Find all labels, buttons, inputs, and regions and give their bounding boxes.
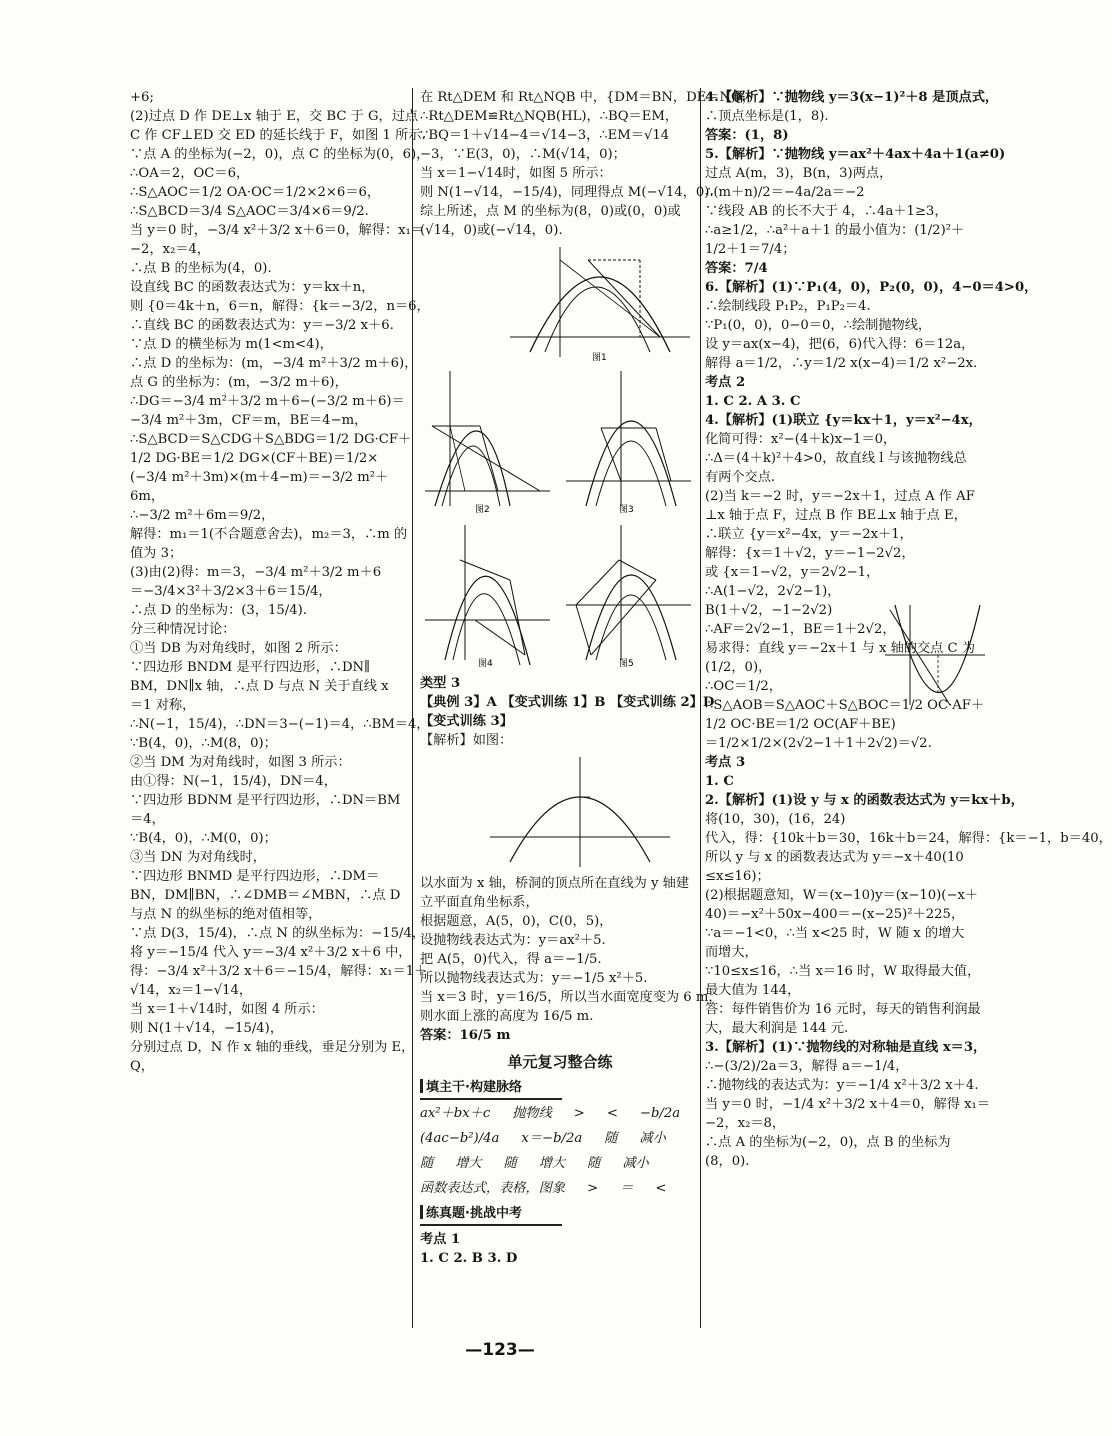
right-text-line: (1/2，0)， bbox=[705, 660, 772, 675]
fill-item: > bbox=[587, 1181, 599, 1196]
kaodian-1-answers: 1. C 2. B 3. D bbox=[420, 1251, 518, 1266]
fill-item: x＝−b/2a bbox=[521, 1131, 583, 1146]
left-text-line: ∵B(4，0)，∴M(0，0)； bbox=[130, 831, 277, 846]
middle-text-line: 当 x＝1−√14时，如图 5 所示： bbox=[420, 166, 612, 181]
right-text-line: 1/2＋1＝7/4； bbox=[705, 242, 796, 257]
left-text-line: 则 {0＝4k＋n，6＝n，解得：{k＝−3/2，n＝6， bbox=[130, 299, 430, 314]
left-text-line: 1/2 DG·BE＝1/2 DG×(CF＋BE)＝1/2× bbox=[130, 451, 379, 466]
right-text-line: ∴(m＋n)/2＝−4a/2a＝−2 bbox=[705, 185, 865, 200]
middle-text-line: 当 x＝3 时，y＝16/5，所以当水面宽度变为 6 m， bbox=[420, 990, 722, 1005]
right-text-line: ⊥x 轴于点 F，过点 B 作 BE⊥x 轴于点 E， bbox=[705, 508, 967, 523]
right-text-line: ∵P₁(0，0)，0−0＝0，∴绘制抛物线， bbox=[705, 318, 932, 333]
right-text-line: 当 y＝0 时，−1/4 x²＋3/2 x＋4＝0，解得 x₁＝ bbox=[705, 1097, 991, 1112]
right-text-line: 1. C bbox=[705, 774, 734, 789]
fill-answers bbox=[420, 1104, 700, 1198]
right-text-line: 答案：(1，8) bbox=[705, 128, 789, 143]
left-text-line: ③当 DN 为对角线时， bbox=[130, 850, 266, 865]
left-text-line: 6m， bbox=[130, 489, 165, 504]
left-text-line: 当 y＝0 时，−3/4 x²＋3/2 x＋6＝0，解得：x₁＝ bbox=[130, 223, 425, 238]
left-text-line: 分三种情况讨论： bbox=[130, 622, 236, 637]
right-text-line: ∴−(3/2)/2a＝3，解得 a＝−1/4， bbox=[705, 1059, 909, 1074]
left-text-line: ∴S△BCD＝3/4 S△AOC＝3/4×6＝9/2. bbox=[130, 204, 369, 219]
right-text-line: 或 {x＝1−√2，y＝2√2−1， bbox=[705, 565, 880, 580]
left-text-line: ＝−3/4×3²＋3/2×3＋6＝15/4， bbox=[130, 584, 332, 599]
left-text-line: ＝1 对称， bbox=[130, 698, 196, 713]
right-text-line: 1/2 OC·BE＝1/2 OC(AF＋BE) bbox=[705, 717, 896, 732]
type-line-2: 【变式训练 3】 bbox=[420, 714, 513, 729]
fig1-caption: 图1 bbox=[592, 353, 607, 363]
figure-4 bbox=[420, 520, 555, 670]
right-text-line: −2，x₂＝8， bbox=[705, 1116, 786, 1131]
right-text-line: (2)根据题意知，W＝(x−10)y＝(x−10)(−x＋ bbox=[705, 888, 979, 903]
middle-text-line: (√14，0)或(−√14，0). bbox=[420, 223, 563, 238]
right-text-line: 4.【解析】∵抛物线 y＝3(x−1)²＋8 是顶点式， bbox=[705, 90, 999, 105]
kaodian-1: 考点 1 bbox=[420, 1232, 461, 1247]
left-text-line: ∵四边形 BNMD 是平行四边形，∴DM＝ bbox=[130, 869, 380, 884]
right-text-line: 4.【解析】(1)联立 {y＝kx＋1，y＝x²−4x， bbox=[705, 413, 982, 428]
left-text-line: +6; bbox=[130, 90, 154, 105]
right-text-line: 大，最大利润是 144 元. bbox=[705, 1021, 849, 1036]
right-text-line: 2.【解析】(1)设 y 与 x 的函数表达式为 y＝kx＋b， bbox=[705, 793, 1024, 808]
middle-text-line: 立平面直角坐标系， bbox=[420, 895, 539, 910]
middle-text-line: 把 A(5，0)代入，得 a＝−1/5. bbox=[420, 952, 602, 967]
left-text-line: ∵B(4，0)，∴M(8，0)； bbox=[130, 736, 277, 751]
middle-text-line: 以水面为 x 轴，桥洞的顶点所在直线为 y 轴建 bbox=[420, 876, 690, 891]
left-text-line: BN，DM∥BN，∴∠DMB＝∠MBN，∴点 D bbox=[130, 888, 401, 903]
left-text-line: 点 G 的坐标为：(m，−3/2 m＋6)， bbox=[130, 375, 348, 390]
left-text-line: 当 x＝1＋√14时，如图 4 所示： bbox=[130, 1002, 324, 1017]
left-text-line: ∵点 A 的坐标为(−2，0)，点 C 的坐标为(0，6)， bbox=[130, 147, 430, 162]
right-text-line: ∵10≤x≤16，∴当 x＝16 时，W 取得最大值， bbox=[705, 964, 981, 979]
right-text-line: 40)＝−x²＋50x−400＝−(x−25)²＋225， bbox=[705, 907, 965, 922]
left-text-line: C 作 CF⊥ED 交 ED 的延长线于 F，如图 1 所示. bbox=[130, 128, 426, 143]
right-text-line: (8，0). bbox=[705, 1154, 750, 1169]
middle-text-line: 则 N(1−√14，−15/4)，同理得点 M(−√14，0). bbox=[420, 185, 714, 200]
column-divider-left bbox=[412, 88, 413, 1328]
fill-item: 减小 bbox=[622, 1156, 649, 1171]
answer-line: 答案：16/5 m bbox=[420, 1028, 511, 1043]
section-bar-2: 练真题·挑战中考 bbox=[420, 1202, 562, 1226]
right-text-line: ∴S△AOB＝S△AOC＋S△BOC＝1/2 OC·AF＋ bbox=[705, 698, 985, 713]
figure-2 bbox=[420, 366, 555, 516]
middle-text-line: −3，∵E(3，0)，∴M(√14，0)； bbox=[420, 147, 626, 162]
right-text-line: 有两个交点. bbox=[705, 470, 776, 485]
figure-5 bbox=[561, 520, 696, 670]
left-text-line: ∴−3/2 m²＋6m＝9/2， bbox=[130, 508, 275, 523]
left-text-line: ∵四边形 BDNM 是平行四边形，∴DN＝BM bbox=[130, 793, 401, 808]
left-text-line: 将 y＝−15/4 代入 y＝−3/4 x²＋3/2 x＋6 中， bbox=[130, 945, 412, 960]
right-text-line: 而增大， bbox=[705, 945, 758, 960]
right-text-line: 6.【解析】(1)∵P₁(4，0)，P₂(0，0)，4−0＝4>0， bbox=[705, 280, 1038, 295]
right-text-line: 考点 2 bbox=[705, 375, 746, 390]
right-text-line: ∴A(1−√2，2√2−1)， bbox=[705, 584, 841, 599]
right-text-line: ∴点 A 的坐标为(−2，0)，点 B 的坐标为 bbox=[705, 1135, 951, 1150]
fill-item: < bbox=[655, 1181, 667, 1196]
fill-item: 减小 bbox=[639, 1131, 666, 1146]
left-text-line: 值为 3； bbox=[130, 546, 183, 561]
left-text-line: ∵点 D(3，15/4)，∴点 N 的纵坐标为：−15/4， bbox=[130, 926, 426, 941]
left-text-line: ∴点 D 的坐标为：(3，15/4). bbox=[130, 603, 307, 618]
fig2-caption: 图2 bbox=[475, 505, 490, 515]
left-text-line: 则 N(1＋√14，−15/4)， bbox=[130, 1021, 284, 1036]
right-text-line: 化简可得：x²−(4＋k)x−1＝0， bbox=[705, 432, 897, 447]
left-text-line: (−3/4 m²＋3m)×(m＋4−m)＝−3/2 m²＋ bbox=[130, 470, 389, 485]
right-text-line: 解得 a＝1/2，∴y＝1/2 x(x−4)＝1/2 x²−2x. bbox=[705, 356, 978, 371]
right-text-line: 过点 A(m，3)，B(n，3)两点， bbox=[705, 166, 893, 181]
right-text-line: ∵a＝−1<0，∴当 x<25 时，W 随 x 的增大 bbox=[705, 926, 965, 941]
fill-item: ax²＋bx＋c bbox=[420, 1106, 491, 1121]
right-text-line: B(1＋√2，−1−2√2) bbox=[705, 603, 833, 618]
section-title: 单元复习整合练 bbox=[507, 1053, 613, 1071]
right-text-line: ≤x≤16)； bbox=[705, 869, 770, 884]
bridge-parabola-graph bbox=[480, 752, 680, 872]
left-text-line: ＝4， bbox=[130, 812, 165, 827]
left-text-line: √14，x₂＝1−√14， bbox=[130, 983, 253, 998]
figure-1 bbox=[500, 242, 700, 362]
right-text-line: 答案：7/4 bbox=[705, 261, 768, 276]
left-text-line: 设直线 BC 的函数表达式为：y＝kx＋n， bbox=[130, 280, 375, 295]
right-text-line: ∵线段 AB 的长不大于 4，∴4a＋1≥3， bbox=[705, 204, 948, 219]
fill-item: 随 bbox=[587, 1156, 601, 1171]
section-bar-1: 填主干·构建脉络 bbox=[420, 1076, 562, 1100]
right-text-line: ∴Δ＝(4＋k)²＋4>0，故直线 l 与该抛物线总 bbox=[705, 451, 967, 466]
fill-item: 随 bbox=[503, 1156, 517, 1171]
left-text-line: ∴S△BCD＝S△CDG＋S△BDG＝1/2 DG·CF＋ bbox=[130, 432, 412, 447]
left-text-line: BM，DN∥x 轴，∴点 D 与点 N 关于直线 x bbox=[130, 679, 389, 694]
fill-item: 增大 bbox=[538, 1156, 566, 1171]
type-line-1: 【典例 3】A 【变式训练 1】B 【变式训练 2】D bbox=[420, 695, 715, 710]
type-heading: 类型 3 bbox=[420, 676, 461, 691]
fill-item: 随 bbox=[604, 1131, 618, 1146]
right-text-line: ∴a≥1/2，∴a²＋a＋1 的最小值为：(1/2)²＋ bbox=[705, 223, 965, 238]
left-text-line: ∴直线 BC 的函数表达式为：y＝−3/2 x＋6. bbox=[130, 318, 394, 333]
fill-item: 增大 bbox=[455, 1156, 482, 1171]
middle-text-line: 综上所述，点 M 的坐标为(8，0)或(0，0)或 bbox=[420, 204, 681, 219]
middle-text-line: 在 Rt△DEM 和 Rt△NQB 中，{DM＝BN，DE＝NQ， bbox=[420, 90, 755, 105]
right-text-line: 易求得：直线 y＝−2x＋1 与 x 轴的交点 C 为 bbox=[705, 641, 976, 656]
page-number: —123— bbox=[465, 1340, 535, 1360]
intersection-graph bbox=[880, 600, 990, 710]
right-text-line: ∴顶点坐标是(1，8). bbox=[705, 109, 829, 124]
fig3-caption: 图3 bbox=[619, 505, 634, 515]
figure-3 bbox=[561, 366, 696, 516]
right-text-line: ∴OC＝1/2， bbox=[705, 679, 782, 694]
left-text-line: (2)过点 D 作 DE⊥x 轴于 E，交 BC 于 G，过点 bbox=[130, 109, 419, 124]
left-text-line: ∴OA＝2，OC＝6， bbox=[130, 166, 250, 181]
left-text-line: 由①得：N(−1，15/4)，DN＝4， bbox=[130, 774, 337, 789]
right-text-line: ∴AF＝2√2−1，BE＝1＋2√2， bbox=[705, 622, 896, 637]
middle-text-line: 所以抛物线表达式为：y＝−1/5 x²＋5. bbox=[420, 971, 648, 986]
left-text-line: −3/4 m²＋3m，CF＝m，BE＝4−m， bbox=[130, 413, 368, 428]
right-text-line: 1. C 2. A 3. C bbox=[705, 394, 801, 409]
fill-item: < bbox=[606, 1106, 618, 1121]
fill-item: ＝ bbox=[620, 1181, 634, 1196]
fill-item: 随 bbox=[420, 1156, 434, 1171]
left-column bbox=[130, 88, 430, 1076]
left-text-line: ∴点 D 的坐标为：(m，−3/4 m²＋3/2 m＋6)， bbox=[130, 356, 418, 371]
right-text-line: 将(10，30)，(16，24) bbox=[705, 812, 846, 827]
fill-item: −b/2a bbox=[639, 1106, 681, 1121]
fill-item: 函数表达式，表格，图象 bbox=[420, 1181, 566, 1196]
fill-item: (4ac−b²)/4a bbox=[420, 1131, 500, 1146]
left-text-line: −2，x₂＝4， bbox=[130, 242, 211, 257]
right-text-line: 答：每件销售价为 16 元时，每天的销售利润最 bbox=[705, 1002, 981, 1017]
left-text-line: ∴DG＝−3/4 m²＋3/2 m＋6−(−3/2 m＋6)＝ bbox=[130, 394, 405, 409]
right-text-line: 代入，得：{10k＋b＝30，16k＋b＝24，解得：{k＝−1，b＝40， bbox=[705, 831, 1112, 846]
fill-item: 抛物线 bbox=[512, 1106, 552, 1121]
left-text-line: ∵点 D 的横坐标为 m(1<m<4)， bbox=[130, 337, 333, 352]
middle-text-line: 根据题意，A(5，0)，C(0，5)， bbox=[420, 914, 613, 929]
right-text-line: ∴联立 {y＝x²−4x，y＝−2x＋1， bbox=[705, 527, 913, 542]
left-text-line: 得：−3/4 x²＋3/2 x＋6＝−15/4，解得：x₁＝1＋ bbox=[130, 964, 428, 979]
fig5-caption: 图5 bbox=[619, 659, 634, 669]
middle-text-line: ∴Rt△DEM≌Rt△NQB(HL)，∴BQ＝EM， bbox=[420, 109, 679, 124]
left-text-line: 分别过点 D，N 作 x 轴的垂线，垂足分别为 E， bbox=[130, 1040, 415, 1055]
left-text-line: Q， bbox=[130, 1059, 154, 1074]
right-text-line: 解得：{x＝1＋√2，y＝−1−2√2， bbox=[705, 546, 915, 561]
right-text-line: 设 y＝ax(x−4)，把(6，6)代入得：6＝12a， bbox=[705, 337, 975, 352]
right-text-line: 考点 3 bbox=[705, 755, 746, 770]
left-text-line: ①当 DB 为对角线时，如图 2 所示： bbox=[130, 641, 347, 656]
right-text-line: ∴抛物线的表达式为：y＝−1/4 x²＋3/2 x＋4. bbox=[705, 1078, 979, 1093]
right-text-line: 3.【解析】(1)∵抛物线的对称轴是直线 x＝3， bbox=[705, 1040, 987, 1055]
analysis-label: 【解析】如图： bbox=[420, 733, 513, 748]
left-text-line: ∵四边形 BNDM 是平行四边形，∴DN∥ bbox=[130, 660, 371, 675]
right-text-line: (2)当 k＝−2 时，y＝−2x＋1，过点 A 作 AF bbox=[705, 489, 975, 504]
left-text-line: 与点 N 的纵坐标的绝对值相等， bbox=[130, 907, 322, 922]
left-text-line: ∴N(−1，15/4)，∴DN＝3−(−1)＝4，∴BM＝4， bbox=[130, 717, 430, 732]
right-text-line: ∴绘制线段 P₁P₂，P₁P₂＝4. bbox=[705, 299, 871, 314]
fig4-caption: 图4 bbox=[478, 659, 493, 669]
left-text-line: ②当 DM 为对角线时，如图 3 所示： bbox=[130, 755, 351, 770]
left-text-line: 解得：m₁＝1(不合题意舍去)，m₂＝3，∴m 的 bbox=[130, 527, 408, 542]
right-text-line: 5.【解析】∵抛物线 y＝ax²＋4ax＋4a＋1(a≠0) bbox=[705, 147, 1006, 162]
middle-text-line: 则水面上涨的高度为 16/5 m. bbox=[420, 1009, 594, 1024]
left-text-line: ∴S△AOC＝1/2 OA·OC＝1/2×2×6＝6， bbox=[130, 185, 381, 200]
middle-text-line: 设抛物线表达式为：y＝ax²＋5. bbox=[420, 933, 606, 948]
right-text-line: ＝1/2×1/2×(2√2−1＋1＋2√2)＝√2. bbox=[705, 736, 932, 751]
left-text-line: ∴点 B 的坐标为(4，0). bbox=[130, 261, 272, 276]
right-text-line: 最大值为 144， bbox=[705, 983, 801, 998]
left-text-line: (3)由(2)得：m＝3，−3/4 m²＋3/2 m＋6 bbox=[130, 565, 382, 580]
right-text-line: 所以 y 与 x 的函数表达式为 y＝−x＋40(10 bbox=[705, 850, 964, 865]
middle-text-line: ∵BQ＝1＋√14−4＝√14−3，∴EM＝√14 bbox=[420, 128, 670, 143]
fill-item: > bbox=[573, 1106, 585, 1121]
